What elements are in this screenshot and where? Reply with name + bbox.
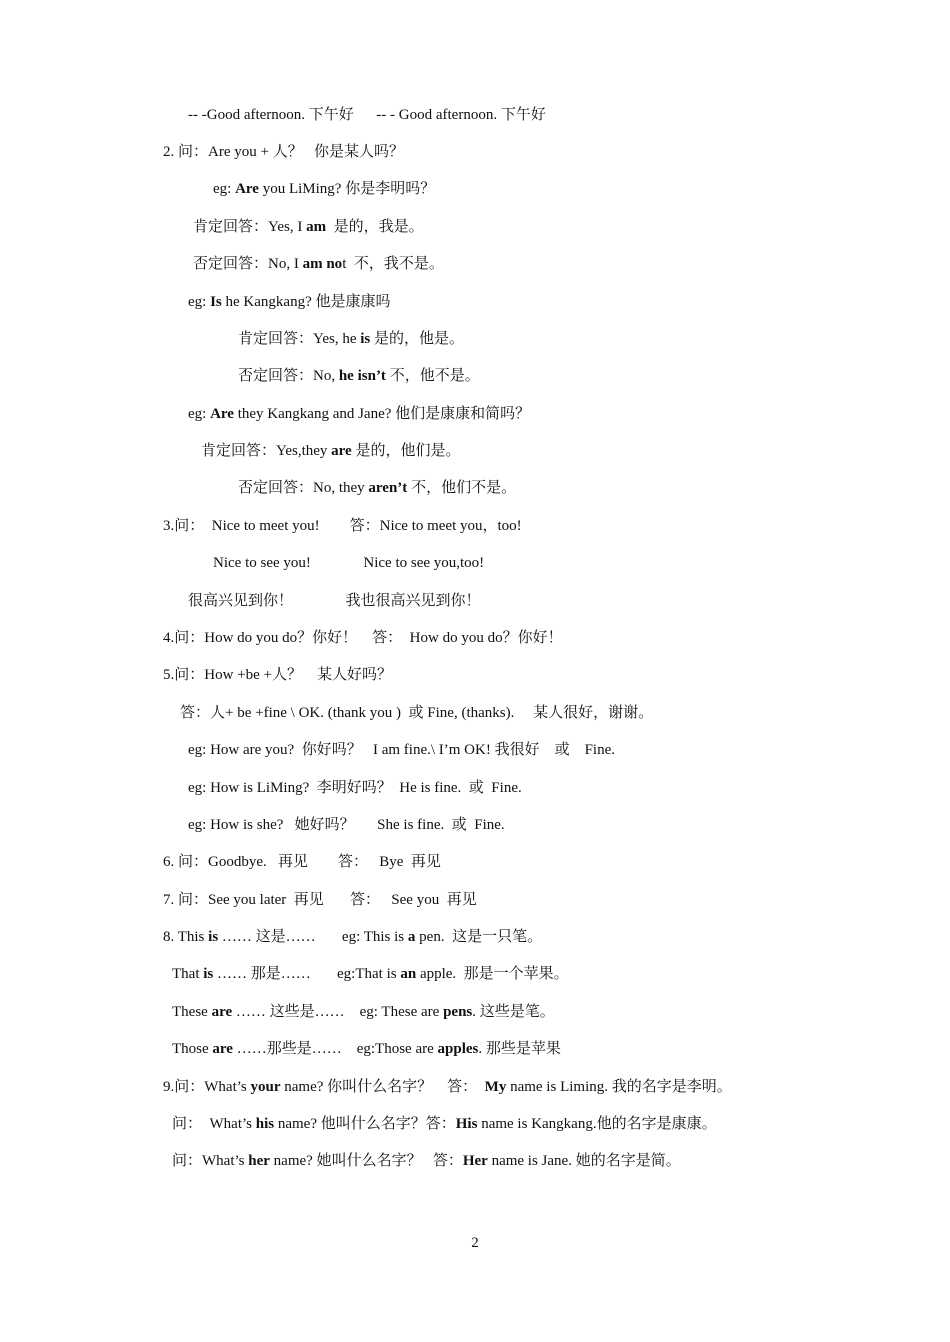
text-segment: 7. 问：See you later 再见 答： See you 再见 (163, 892, 477, 908)
text-segment: name is Jane. 她的名字是简。 (487, 1153, 681, 1169)
text-segment: These (172, 1004, 212, 1020)
text-line (163, 1077, 732, 1097)
bold-text-segment: her (248, 1153, 270, 1169)
text-segment: Nice to see you! Nice to see you,too! (213, 555, 485, 571)
bold-text-segment: his (255, 1116, 275, 1132)
text-segment: 9.问：What’s (163, 1079, 251, 1095)
text-segment: 问： What’s (172, 1116, 256, 1132)
text-line (238, 366, 480, 386)
text-segment: 不，他们不是。 (407, 480, 517, 496)
text-segment: you LiMing? 你是李明吗？ (258, 181, 436, 197)
page-number: 2 (471, 1235, 479, 1251)
text-line (213, 179, 435, 199)
text-segment: he Kangkang? 他是康康吗 (221, 294, 391, 310)
text-segment: 否定回答：No, I (193, 256, 303, 272)
text-segment: eg: (188, 406, 211, 422)
bold-text-segment: Are (235, 181, 259, 197)
text-segment: -- -Good afternoon. 下午好 -- - Good afternoon. 下午好 (188, 107, 546, 123)
text-line (193, 217, 424, 237)
bold-text-segment: am no (302, 256, 343, 272)
text-segment: 否定回答：No, they (238, 480, 369, 496)
text-segment: 问：What’s (172, 1153, 249, 1169)
text-segment: 肯定回答：Yes, he (238, 331, 361, 347)
text-line (163, 628, 563, 648)
text-line (193, 254, 444, 274)
bold-text-segment: a (407, 929, 416, 945)
text-segment: t 不，我不是。 (342, 256, 444, 272)
text-segment: 肯定回答：Yes,they (201, 443, 332, 459)
text-segment: That (172, 966, 204, 982)
text-segment: 是的，他们是。 (351, 443, 461, 459)
text-segment: name is Liming. 我的名字是李明。 (506, 1079, 732, 1095)
text-segment: 答：人+ be +fine \ OK. (thank you ) 或 Fine, (thanks). 某人很好，谢谢。 (180, 705, 654, 721)
bold-text-segment: he isn’t (338, 368, 386, 384)
bold-text-segment: apples (437, 1041, 479, 1057)
text-line (188, 404, 530, 424)
text-segment: eg: How is she? 她好吗？ She is fine. 或 Fine. (188, 817, 505, 833)
bold-text-segment: is (203, 966, 214, 982)
text-line (163, 142, 404, 162)
bold-text-segment: are (212, 1041, 233, 1057)
text-segment: eg: (188, 294, 211, 310)
text-segment: 6. 问：Goodbye. 再见 答： Bye 再见 (163, 854, 441, 870)
text-line (238, 329, 464, 349)
text-segment: ……那些是…… eg:Those are (232, 1041, 438, 1057)
bold-text-segment: Is (210, 294, 222, 310)
text-segment: 2. 问：Are you + 人？ 你是某人吗？ (163, 144, 404, 160)
text-segment: eg: How is LiMing? 李明好吗？ He is fine. 或 Fine. (188, 780, 522, 796)
bold-text-segment: My (484, 1079, 507, 1095)
text-segment: . 这些是笔。 (472, 1004, 555, 1020)
text-line (188, 778, 522, 798)
bold-text-segment: is (360, 331, 371, 347)
bold-text-segment: His (455, 1116, 478, 1132)
text-segment: …… 这是…… eg: This is (218, 929, 408, 945)
text-line (163, 665, 392, 685)
text-segment: 4.问：How do you do？你好！ 答： How do you do？你好！ (163, 630, 563, 646)
text-line (188, 815, 505, 835)
bold-text-segment: are (331, 443, 352, 459)
text-line (188, 591, 481, 611)
text-segment: . 那些是苹果 (478, 1041, 561, 1057)
text-segment: …… 那是…… eg:That is (213, 966, 401, 982)
text-line (163, 890, 477, 910)
text-segment: …… 这些是…… eg: These are (232, 1004, 444, 1020)
text-line (188, 292, 390, 312)
bold-text-segment: am (306, 219, 327, 235)
text-segment: eg: (213, 181, 236, 197)
text-segment: eg: How are you? 你好吗？ I am fine.\ I’m OK! 我很好 或 Fine. (188, 742, 616, 758)
text-segment: 不，他不是。 (385, 368, 480, 384)
text-segment: 肯定回答：Yes, I (193, 219, 307, 235)
text-segment: 是的，我是。 (326, 219, 424, 235)
text-segment: pen. 这是一只笔。 (415, 929, 543, 945)
bold-text-segment: your (250, 1079, 281, 1095)
text-line (172, 1151, 681, 1171)
text-segment: name? 她叫什么名字？ 答： (269, 1153, 463, 1169)
bold-text-segment: Are (210, 406, 234, 422)
bold-text-segment: pens (443, 1004, 473, 1020)
text-segment: they Kangkang and Jane? 他们是康康和简吗？ (233, 406, 531, 422)
bold-text-segment: is (208, 929, 219, 945)
text-segment: 很高兴见到你！ 我也很高兴见到你！ (188, 593, 481, 609)
text-line (163, 927, 542, 947)
text-segment: apple. 那是一个苹果。 (416, 966, 569, 982)
text-line (163, 852, 441, 872)
bold-text-segment: Her (462, 1153, 488, 1169)
text-line (172, 1002, 555, 1022)
bold-text-segment: aren’t (368, 480, 408, 496)
text-line (163, 516, 522, 536)
text-segment: name? 你叫什么名字？ 答： (280, 1079, 485, 1095)
text-segment: name is Kangkang.他的名字是康康。 (477, 1116, 717, 1132)
text-segment: Those (172, 1041, 213, 1057)
text-line (172, 964, 569, 984)
text-segment: 5.问：How +be +人？ 某人好吗？ (163, 667, 392, 683)
text-segment: 8. This (163, 929, 209, 945)
text-line (238, 478, 516, 498)
text-line (213, 553, 484, 573)
bold-text-segment: an (400, 966, 417, 982)
text-line (172, 1039, 561, 1059)
text-segment: 3.问： Nice to meet you! 答：Nice to meet you，too! (163, 518, 522, 534)
text-line (188, 105, 546, 125)
text-segment: 否定回答：No, (238, 368, 339, 384)
text-line (188, 740, 615, 760)
text-segment: name? 他叫什么名字？答： (274, 1116, 456, 1132)
text-line (201, 441, 460, 461)
text-segment: 是的，他是。 (370, 331, 465, 347)
text-line (180, 703, 653, 723)
text-line (172, 1114, 717, 1134)
bold-text-segment: are (211, 1004, 233, 1020)
